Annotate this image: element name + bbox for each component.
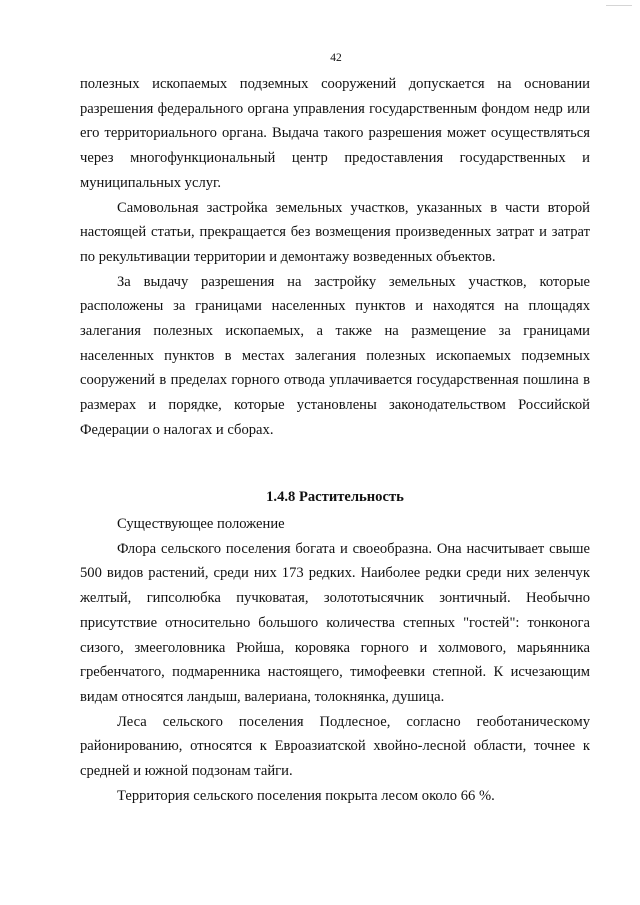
paragraph-continuation: полезных ископаемых подземных сооружений допускается на основании разрешения федерального органа управления государственным фондом недр или его территориального органа. Выдача такого разрешения может осуществляться через многофункциональный центр предоставления государственных и муниципальных услуг.	[80, 76, 590, 191]
paragraph-existing-situation: Существующее положение	[117, 516, 285, 532]
paragraph-unauthorized-construction: Самовольная застройка земельных участков, указанных в части второй настоящей статьи, прекращается без возмещения произведенных затрат и затрат по рекультивации территории и демонтажу возведенных объектов.	[80, 199, 590, 265]
paragraph-flora: Флора сельского поселения богата и своеобразна. Она насчитывает свыше 500 видов растений, среди них 173 редких. Наиболее редки среди них зеленчук желтый, гипсолюбка пучковатая, золототысячник зонтичный. Необычно присутствие относительно большого количества степных "гостей": тонконога сизого, змееголовника Рюйша, коровяка горного и холмового, марьянника гребенчатого, подмаренника настоящего, тимофеевки степной. К исчезающим видам относятся ландыш, валериана, толокнянка, душица.	[80, 540, 590, 705]
paragraph-forests: Леса сельского поселения Подлесное, согласно геоботаническому районированию, относятся к Евроазиатской хвойно-лесной области, точнее к средней и южной подзонам тайги.	[80, 713, 590, 780]
top-text-block	[80, 72, 590, 443]
section-heading: 1.4.8 Растительность	[266, 489, 404, 505]
paragraph-forest-coverage: Территория сельского поселения покрыта лесом около 66 %.	[117, 787, 495, 804]
section-text-block	[80, 512, 590, 808]
paragraph-state-fee: За выдачу разрешения на застройку земельных участков, которые расположены за границами населенных пунктов и находятся на площадях залегания полезных ископаемых, а также на размещение за границами населенных пунктов в местах залегания полезных ископаемых подземных сооружений в пределах горного отвода уплачивается государственная пошлина в размерах и порядке, которые установлены законодательством Российской Федерации о налогах и сборах.	[80, 273, 590, 438]
page-number: 42	[330, 52, 342, 64]
corner-scan-mark	[606, 0, 632, 6]
